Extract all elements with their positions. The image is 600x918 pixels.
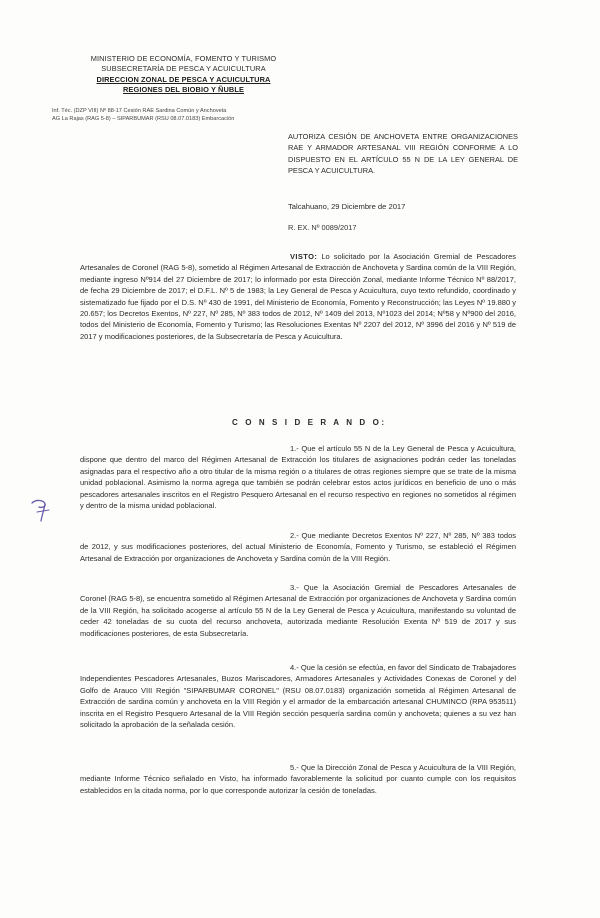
ministry-header xyxy=(56,54,311,95)
considerando-paragraph-2 xyxy=(80,530,516,564)
visto-text: Lo solicitado por la Asociación Gremial de Pescadores Artesanales de Coronel (RAG 5-8), sometido al Régimen Artesanal de Extracción de Anchoveta y Sardina común de la VIII Región, mediante ingreso Nº914 del 27 Diciembre de 2017; lo informado por esta Dirección Zonal, mediante Informe Técnico Nº 88/2017, de fecha 29 Diciembre de 2017; el D.F.L. Nº 5 de 1983; la Ley General de Pesca y Acuicultura, cuyo texto refundido, coordinado y sistematizado fue fijado por el D.S. Nº 430 de 1991, del Ministerio de Economía, Fomento y Reconstrucción; las Leyes Nº 19.880 y 20.657; los Decretos Exentos, Nº 227, Nº 285, Nº 383 todos de 2012, Nº 1409 del 2013, Nº1023 del 2014; Nº58 y Nº900 del 2016, todos del Ministerio de Economía, Fomento y Turismo; las Resoluciones Exentas Nº 2207 del 2012, Nº 3996 del 2016 y Nº 519 de 2017 y modificaciones posteriores, de la Subsecretaría de Pesca y Acuicultura. xyxy=(80,252,516,341)
visto-label: VISTO: xyxy=(290,252,318,261)
paragraph-text: 3.- Que la Asociación Gremial de Pescadores Artesanales de Coronel (RAG 5-8), se encuentra sometido al Régimen Artesanal de Extracción por organizaciones de Anchoveta y Sardina común de la VIII Región, ha solicitado acogerse al artículo 55 N de la Ley General de Pesca y Acuicultura, manifestando su voluntad de ceder 42 toneladas de su cuota del recurso anchoveta, autorizada mediante Resolución Exenta Nº 519 de 2017 y sus modificaciones posteriores, de esta Subsecretaría. xyxy=(80,583,516,638)
reference-block xyxy=(52,107,234,123)
header-subsecretaria: SUBSECRETARÍA DE PESCA Y ACUICULTURA xyxy=(101,64,266,74)
resolution-subject: AUTORIZA CESIÓN DE ANCHOVETA ENTRE ORGANIZACIONES RAE Y ARMADOR ARTESANAL VIII REGIÓN CONFORME A LO DISPUESTO EN EL ARTÍCULO 55 N DE LA LEY GENERAL DE PESCA Y ACUICULTURA. xyxy=(288,132,518,175)
considerando-paragraph-4 xyxy=(80,662,516,730)
reference-line-2: AG La Rajas (RAG 5-8) – SIPARBUMAR (RSU 08.07.0183) Embarcación xyxy=(52,116,235,122)
paragraph-text: 2.- Que mediante Decretos Exentos Nº 227, Nº 285, Nº 383 todos de 2012, y sus modificaciones posteriores, del actual Ministerio de Economía, Fomento y Turismo, se estableció el Régimen Artesanal de Extracción por organizaciones de Anchoveta y Sardina común de la VIII Región. xyxy=(80,531,516,563)
considerando-paragraph-5 xyxy=(80,762,516,796)
paragraph-text: 5.- Que la Dirección Zonal de Pesca y Acuicultura de la VIII Región, mediante Informe Técnico señalado en Visto, ha informado favorablemente la solicitud por cuanto cumple con los requisitos establecidos en la citada norma, por lo que corresponde autorizar la cesión de toneladas. xyxy=(80,763,516,795)
considerando-paragraph-1 xyxy=(80,443,516,511)
reference-line-1: Inf. Téc. (DZP VIII) Nº 88-17 Cesión RAE Sardina Común y Anchoveta xyxy=(52,108,227,114)
place-date: Talcahuano, 29 Diciembre de 2017 xyxy=(288,202,406,211)
paragraph-text: 4.- Que la cesión se efectúa, en favor del Sindicato de Trabajadores Independientes Pescadores Artesanales, Buzos Mariscadores, Armadores Artesanales y Actividades Conexas de Coronel y del Golfo de Arauco VIII Región "SIPARBUMAR CORONEL" (RSU 08.07.0183) organización sometida al Régimen Artesanal de Extracción de sardina común y anchoveta en la VIII Región y el armador de la embarcación artesanal CHUMINCO (RPA 953511) inscrita en el Registro Pesquero Artesanal de la VIII Región sección pesquería sardina común y anchoveta; quienes a su vez han solicitado la aprobación de la señalada cesión. xyxy=(80,663,516,730)
paragraph-text: 1.- Que el artículo 55 N de la Ley General de Pesca y Acuicultura, dispone que dentro del marco del Régimen Artesanal de Extracción los titulares de asignaciones podrán ceder las toneladas asignadas para el respectivo año a otro titular de la misma región o a titulares de otras regiones siempre que se trate de la misma unidad poblacional. Asimismo la norma agrega que también se podrán celebrar estos actos jurídicos en beneficio de uno o más pescadores artesanales inscritos en el Registro Pesquero Artesanal en el recurso respectivo en regiones no sometidos al régimen y dentro de la misma unidad poblacional. xyxy=(80,444,516,511)
handwritten-margin-mark xyxy=(28,497,54,523)
considerando-paragraph-3 xyxy=(80,582,516,639)
resolution-number: R. EX. Nº 0089/2017 xyxy=(288,223,357,232)
header-direccion-zonal: DIRECCION ZONAL DE PESCA Y ACUICULTURA xyxy=(96,74,271,84)
considerando-heading: C O N S I D E R A N D O: xyxy=(232,418,387,427)
header-regiones: REGIONES DEL BIOBIO Y ÑUBLE xyxy=(123,84,244,94)
visto-paragraph xyxy=(80,251,516,342)
header-ministry: MINISTERIO DE ECONOMÍA, FOMENTO Y TURISMO xyxy=(90,54,277,63)
